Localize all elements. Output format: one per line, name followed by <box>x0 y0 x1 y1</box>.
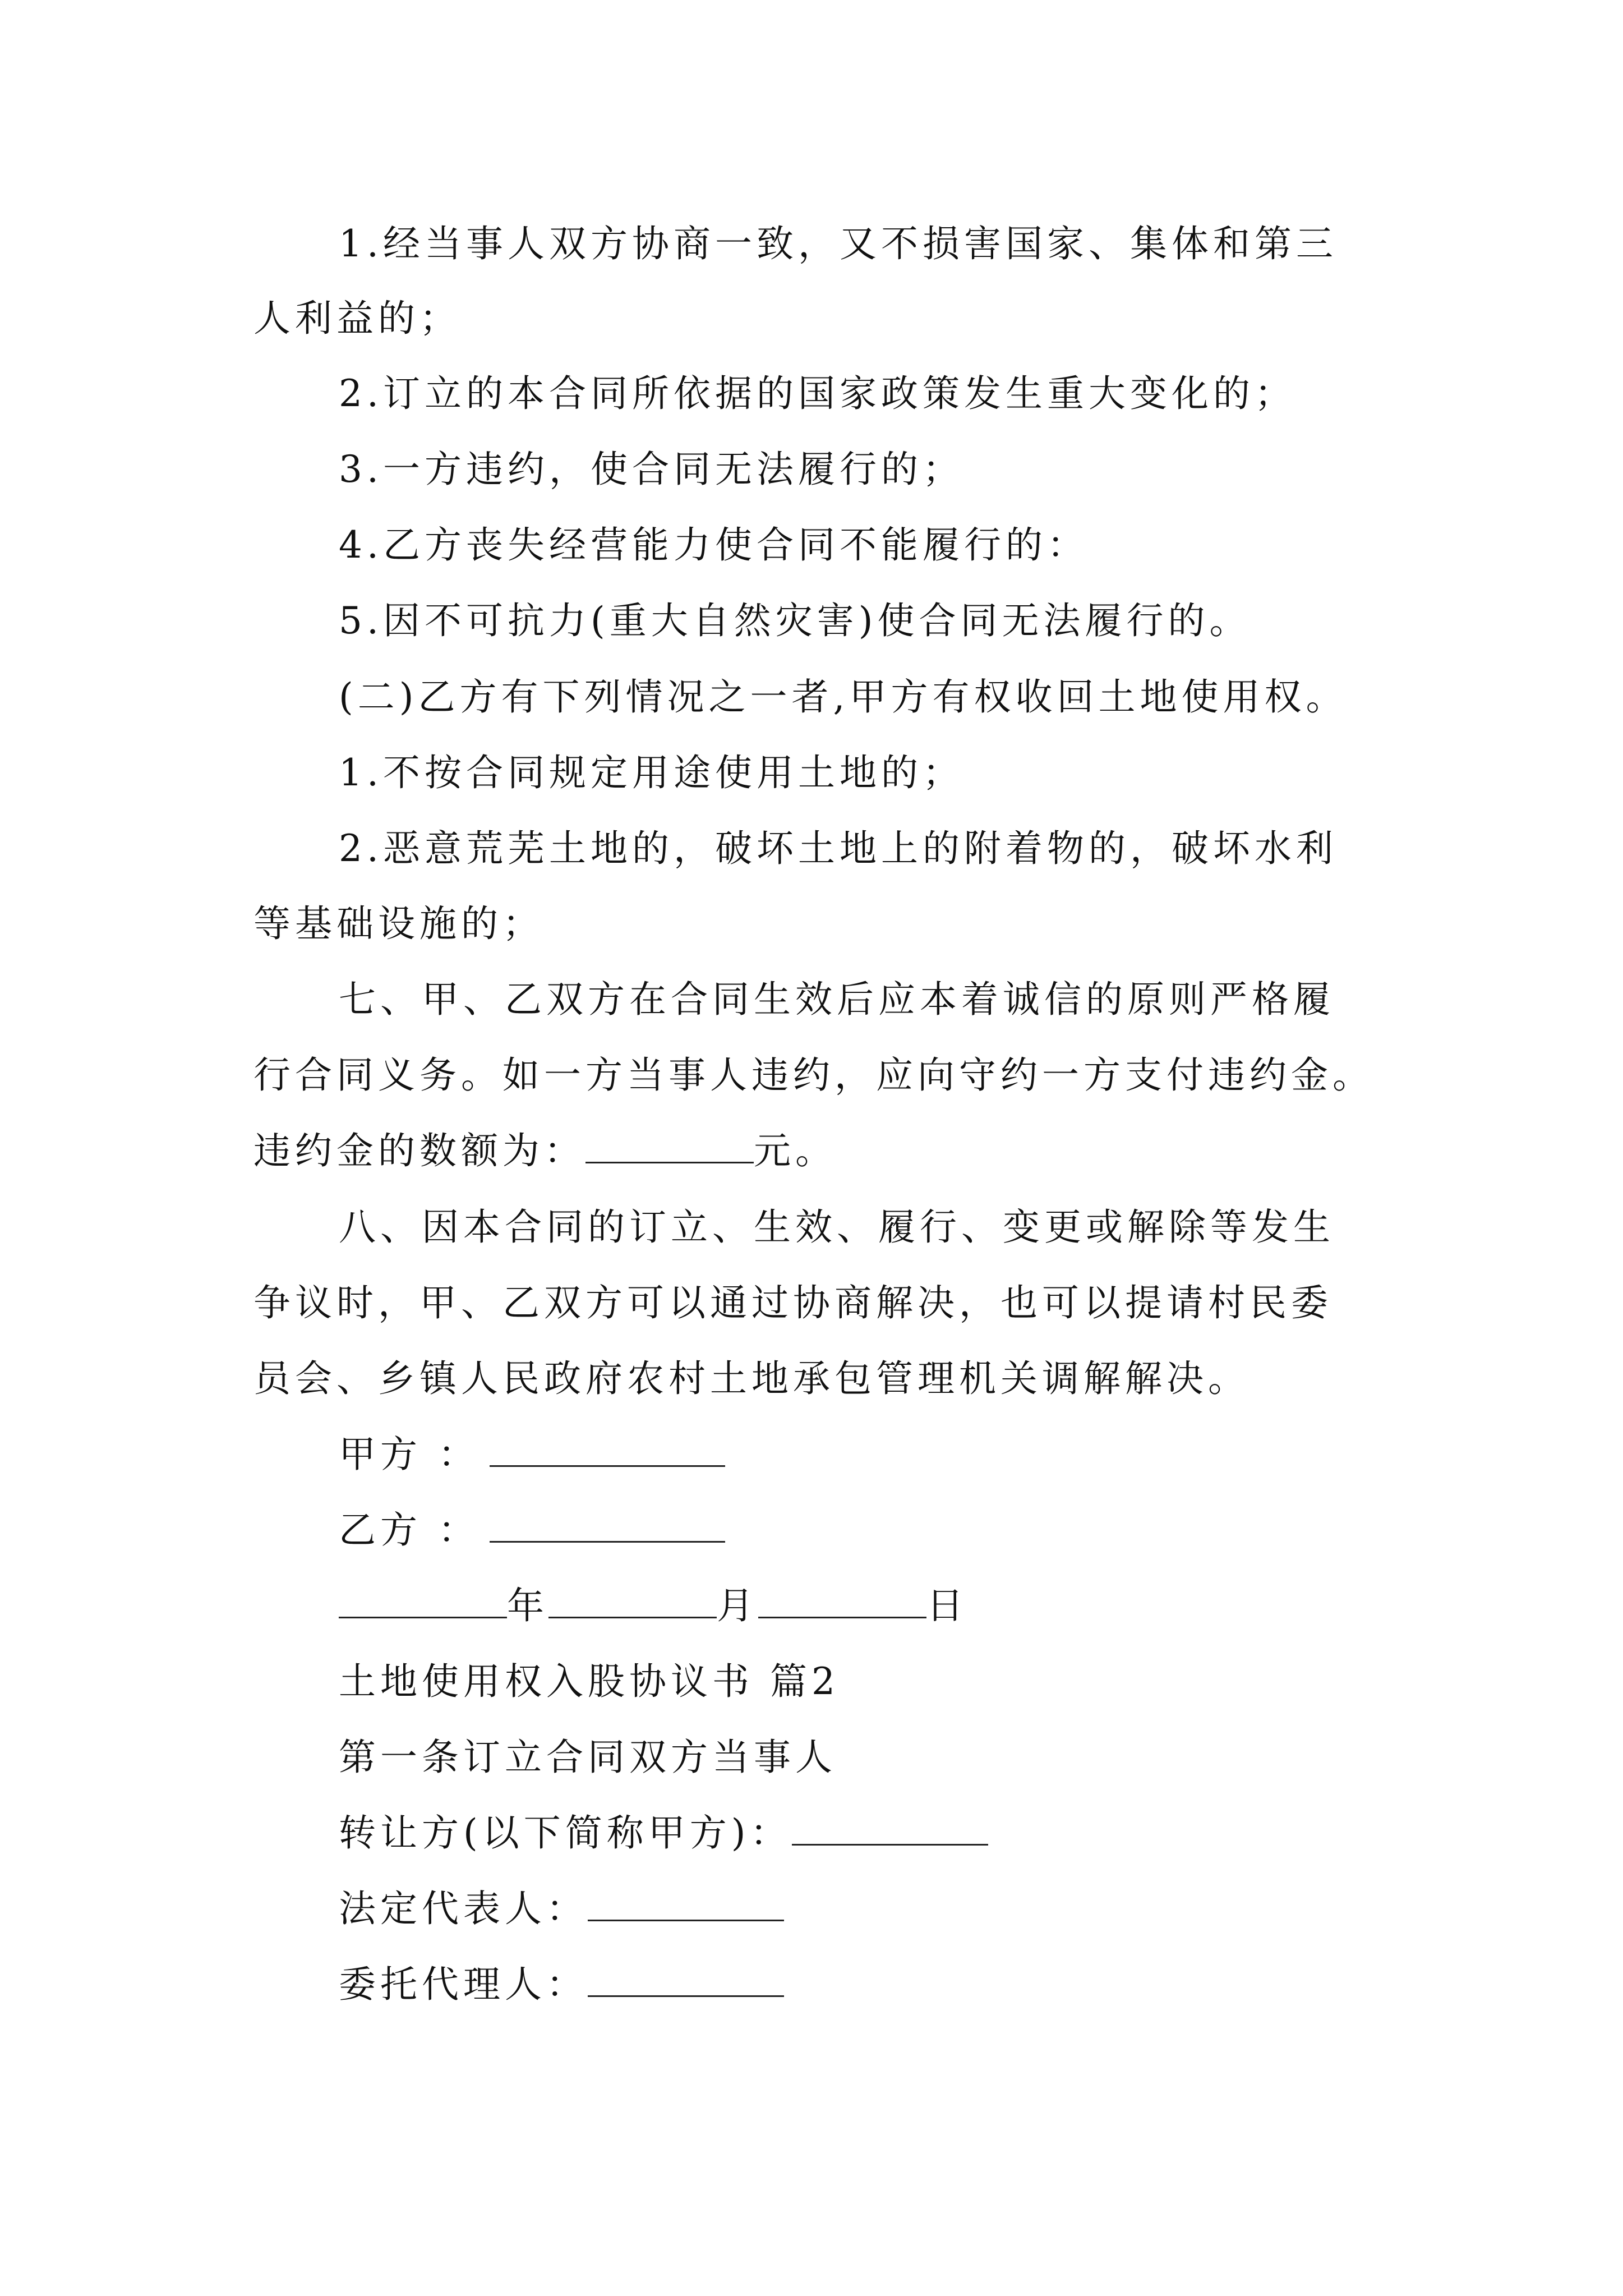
day-label: 日 <box>926 1584 968 1627</box>
legal-representative-line <box>339 1887 784 1931</box>
transferor-blank[interactable] <box>792 1812 988 1846</box>
paragraph-line: 1.经当事人双方协商一致，又不损害国家、集体和第三 <box>339 222 1338 265</box>
legal-representative-blank[interactable] <box>588 1888 784 1921</box>
paragraph-line: 5.因不可抗力(重大自然灾害)使合同无法履行的。 <box>339 599 1251 642</box>
paragraph-line: 等基础设施的； <box>253 902 544 945</box>
agent-blank[interactable] <box>588 1964 784 1997</box>
date-line <box>339 1584 968 1628</box>
transferor-label: 转让方(以下简称甲方)： <box>339 1811 792 1855</box>
transferor-line <box>339 1811 988 1856</box>
paragraph-line: 4.乙方丧失经营能力使合同不能履行的： <box>339 523 1089 567</box>
month-label: 月 <box>717 1584 758 1627</box>
paragraph-line: 行合同义务。如一方当事人违约，应向守约一方支付违约金。 <box>253 1053 1374 1097</box>
party-a-blank[interactable] <box>490 1434 725 1467</box>
penalty-amount-blank[interactable] <box>585 1130 754 1163</box>
paragraph-line: (二)乙方有下列情况之一者,甲方有权收回土地使用权。 <box>339 675 1348 719</box>
article-heading: 第一条订立合同双方当事人 <box>339 1736 837 1779</box>
paragraph-line: 2.订立的本合同所依据的国家政策发生重大变化的； <box>339 372 1296 415</box>
paragraph-line: 七、甲、乙双方在合同生效后应本着诚信的原则严格履 <box>339 978 1335 1021</box>
paragraph-line: 争议时，甲、乙双方可以通过协商解决，也可以提请村民委 <box>253 1281 1332 1324</box>
paragraph-line: 3.一方违约，使合同无法履行的； <box>339 448 964 491</box>
paragraph-line: 人利益的； <box>253 297 461 340</box>
month-blank[interactable] <box>548 1585 717 1618</box>
day-blank[interactable] <box>758 1585 926 1618</box>
agent-label: 委托代理人： <box>339 1963 588 2006</box>
legal-representative-label: 法定代表人： <box>339 1887 588 1930</box>
year-label: 年 <box>507 1584 548 1627</box>
agent-line <box>339 1962 784 2007</box>
penalty-amount-line <box>253 1129 837 1174</box>
paragraph-line: 2.恶意荒芜土地的，破坏土地上的附着物的，破坏水利 <box>339 827 1338 870</box>
paragraph-line: 员会、乡镇人民政府农村土地承包管理机关调解解决。 <box>253 1357 1249 1400</box>
paragraph-line: 八、因本合同的订立、生效、履行、变更或解除等发生 <box>339 1205 1335 1249</box>
party-b-blank[interactable] <box>490 1510 725 1543</box>
section-title: 土地使用权入股协议书 篇2 <box>339 1660 840 1703</box>
penalty-label: 违约金的数额为： <box>253 1129 585 1172</box>
party-a-line <box>339 1432 725 1477</box>
year-blank[interactable] <box>339 1585 507 1618</box>
party-b-label: 乙方 ： <box>339 1508 479 1552</box>
paragraph-line: 1.不按合同规定用途使用土地的； <box>339 751 964 794</box>
party-b-line <box>339 1508 725 1553</box>
penalty-unit: 元。 <box>754 1129 837 1172</box>
party-a-label: 甲方 ： <box>339 1433 479 1476</box>
